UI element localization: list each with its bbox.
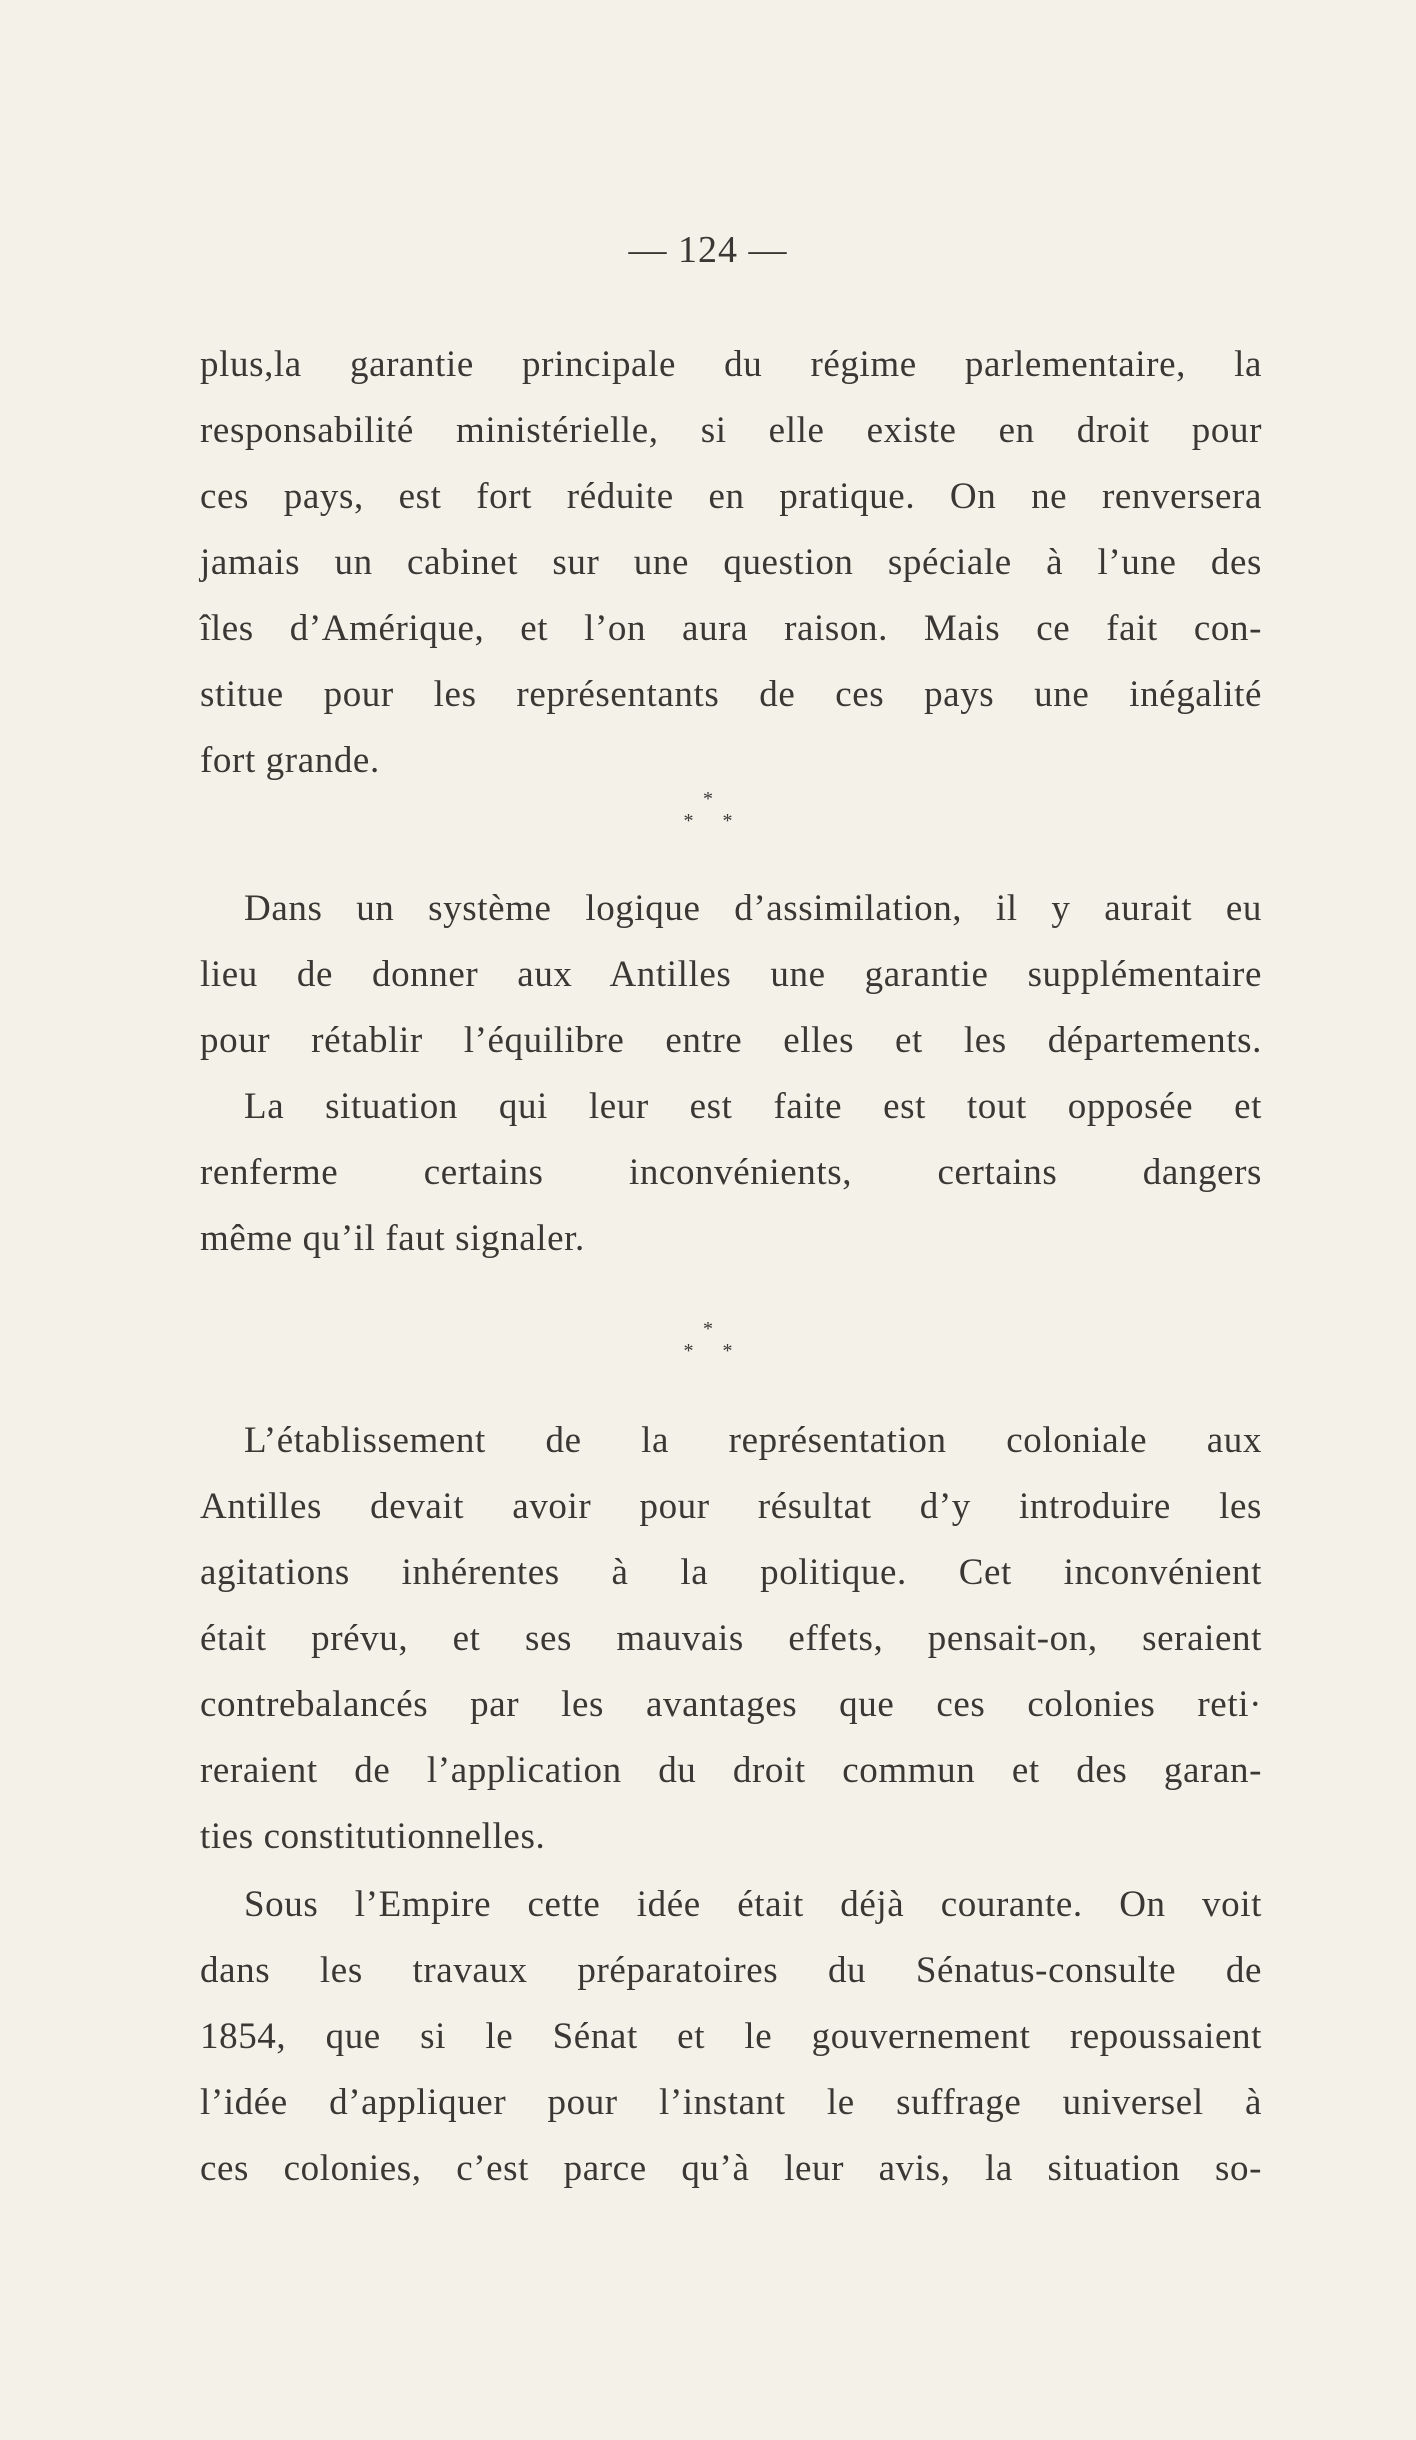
text-line: était prévu, et ses mauvais effets, pensait-on, seraient	[200, 1618, 1262, 1659]
text-line: ces pays, est fort réduite en pratique. On ne renversera	[200, 476, 1262, 517]
text-line: La situation qui leur est faite est tout opposée et	[244, 1086, 1262, 1127]
asterism-ornament	[0, 788, 1416, 832]
text-line: renferme certains inconvénients, certains dangers	[200, 1152, 1262, 1193]
text-line: pour rétablir l’équilibre entre elles et les départements.	[200, 1020, 1262, 1061]
text-line: stitue pour les représentants de ces pays une inégalité	[200, 674, 1262, 715]
text-line: îles d’Amérique, et l’on aura raison. Mais ce fait con-	[200, 608, 1262, 649]
text-line: L’établissement de la représentation coloniale aux	[244, 1420, 1262, 1461]
text-line: l’idée d’appliquer pour l’instant le suffrage universel à	[200, 2082, 1262, 2123]
text-line: jamais un cabinet sur une question spéciale à l’une des	[200, 542, 1262, 583]
text-line: reraient de l’application du droit commun et des garan-	[200, 1750, 1262, 1791]
ornament-top: *	[703, 1318, 713, 1340]
asterism-ornament	[0, 1318, 1416, 1362]
text-line: même qu’il faut signaler.	[200, 1218, 585, 1259]
text-line: agitations inhérentes à la politique. Cet inconvénient	[200, 1552, 1262, 1593]
text-line: fort grande.	[200, 740, 380, 781]
text-line: contrebalancés par les avantages que ces colonies reti·	[200, 1684, 1262, 1725]
text-line: Sous l’Empire cette idée était déjà courante. On voit	[244, 1884, 1262, 1925]
ornament-bottom: * *	[683, 1340, 745, 1362]
text-line: plus,la garantie principale du régime parlementaire, la	[200, 344, 1262, 385]
text-line: ces colonies, c’est parce qu’à leur avis, la situation so-	[200, 2148, 1262, 2189]
ornament-bottom: * *	[683, 810, 745, 832]
text-line: Dans un système logique d’assimilation, il y aurait eu	[244, 888, 1262, 929]
text-line: lieu de donner aux Antilles une garantie supplémentaire	[200, 954, 1262, 995]
ornament-top: *	[703, 788, 713, 810]
text-line: dans les travaux préparatoires du Sénatus-consulte de	[200, 1950, 1262, 1991]
text-line: responsabilité ministérielle, si elle existe en droit pour	[200, 410, 1262, 451]
page-number: — 124 —	[628, 229, 788, 271]
text-line: 1854, que si le Sénat et le gouvernement repoussaient	[200, 2016, 1262, 2057]
text-line: ties constitutionnelles.	[200, 1816, 546, 1857]
text-line: Antilles devait avoir pour résultat d’y introduire les	[200, 1486, 1262, 1527]
